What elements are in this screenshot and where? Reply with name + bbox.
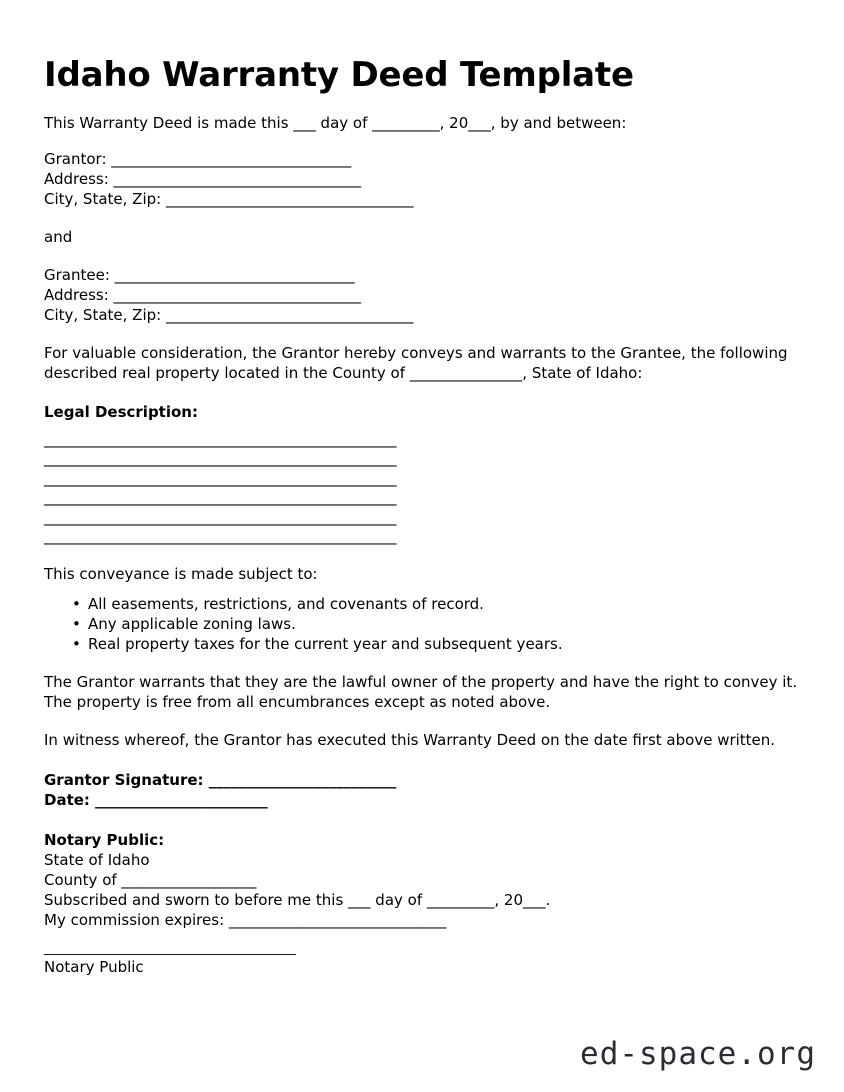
subject-to-list bbox=[44, 584, 800, 654]
list-item-label: All easements, restrictions, and covenants of record. bbox=[88, 595, 484, 614]
consideration-paragraph: For valuable consideration, the Grantor hereby conveys and warrants to the Grantee, the following described real property located in the County of _______________, State of Idaho: bbox=[44, 344, 788, 382]
signature-date-line: Date: _______________________ bbox=[44, 791, 268, 810]
bullet-icon: • bbox=[72, 595, 81, 614]
grantor-name-line: Grantor: ________________________________ bbox=[44, 150, 352, 168]
notary-state-line: State of Idaho bbox=[44, 851, 150, 870]
grantee-block bbox=[44, 265, 800, 325]
signature-block bbox=[44, 750, 800, 810]
subject-to-lead-in: This conveyance is made subject to: bbox=[44, 565, 318, 584]
conjunction-and: and bbox=[44, 228, 73, 246]
notary-sworn-line: Subscribed and sworn to before me this ___ day of _________, 20___. bbox=[44, 891, 551, 910]
grantee-city-state-zip-line: City, State, Zip: _________________________________ bbox=[44, 306, 414, 324]
legal-description-heading: Legal Description: bbox=[44, 403, 198, 421]
page-title: Idaho Warranty Deed Template bbox=[44, 55, 634, 95]
document-content bbox=[44, 0, 800, 977]
legal-blank-line: _______________________________________________ bbox=[44, 430, 397, 448]
notary-signature-label: Notary Public bbox=[44, 958, 144, 977]
warranty-paragraph: The Grantor warrants that they are the lawful owner of the property and have the right to convey it. The property is free from all encumbrances except as noted above. bbox=[44, 673, 798, 712]
list-item-label: Any applicable zoning laws. bbox=[88, 615, 296, 634]
grantor-address-line: Address: _________________________________ bbox=[44, 170, 362, 188]
bullet-icon: • bbox=[72, 635, 81, 654]
legal-blank-line: _______________________________________________ bbox=[44, 468, 397, 487]
notary-signature-area bbox=[44, 930, 800, 977]
legal-blank-line: _______________________________________________ bbox=[44, 449, 397, 468]
grantor-signature-line: Grantor Signature: _________________________ bbox=[44, 771, 397, 790]
list-item bbox=[72, 634, 800, 654]
spacer bbox=[44, 209, 800, 227]
legal-blank-line: _______________________________________________ bbox=[44, 488, 397, 507]
grantee-address-line: Address: _________________________________ bbox=[44, 286, 362, 304]
intro-paragraph: This Warranty Deed is made this ___ day of _________, 20___, by and between: bbox=[44, 114, 627, 132]
list-item-label: Real property taxes for the current year and subsequent years. bbox=[88, 635, 563, 654]
grantee-name-line: Grantee: ________________________________ bbox=[44, 266, 355, 284]
legal-blank-line: _______________________________________________ bbox=[44, 507, 397, 526]
notary-county-line: County of __________________ bbox=[44, 871, 257, 890]
notary-heading: Notary Public: bbox=[44, 831, 165, 850]
legal-blank-line: _______________________________________________ bbox=[44, 527, 397, 546]
grantor-city-state-zip-line: City, State, Zip: _________________________________ bbox=[44, 190, 414, 208]
legal-description-blank-lines bbox=[44, 422, 800, 546]
list-item bbox=[72, 614, 800, 634]
spacer bbox=[44, 247, 800, 265]
bullet-icon: • bbox=[72, 615, 81, 634]
witness-paragraph: In witness whereof, the Grantor has executed this Warranty Deed on the date first above written. bbox=[44, 731, 776, 750]
watermark: ed-space.org bbox=[580, 1036, 816, 1072]
grantor-block bbox=[44, 149, 800, 209]
notary-block bbox=[44, 810, 800, 930]
notary-commission-line: My commission expires: _____________________________ bbox=[44, 911, 447, 930]
list-item bbox=[72, 594, 800, 614]
spacer bbox=[44, 133, 800, 149]
